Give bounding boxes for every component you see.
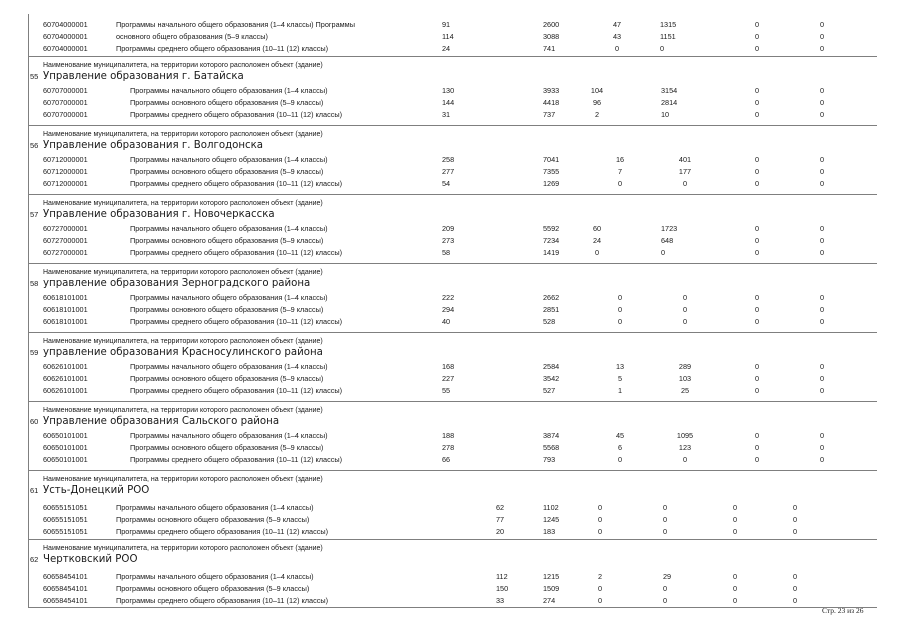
value-cell: 0	[819, 442, 825, 452]
oktmo-code: 60707000001	[43, 97, 88, 107]
value-cell: 0	[617, 178, 623, 188]
value-cell: 737	[543, 109, 556, 119]
value-cell: 62	[496, 503, 505, 512]
value-cell: 2600	[543, 20, 560, 29]
value-cell: 0	[660, 44, 665, 53]
oktmo-code: 60727000001	[43, 224, 88, 233]
value-cell: 104	[590, 86, 604, 95]
program-name: Программы начального общего образования (1–4 классы)	[130, 155, 328, 164]
value-cell: 0	[754, 155, 760, 164]
value-cell: 0	[754, 304, 760, 314]
value-cell: 0	[663, 583, 668, 593]
section-header: Наименование муниципалитета, на территории которого расположен объект (здание)	[43, 338, 323, 345]
value-cell: 0	[819, 109, 825, 119]
program-name: Программы основного общего образования (5–9 классы)	[130, 304, 324, 314]
value-cell: 0	[754, 178, 760, 188]
value-cell: 58	[442, 247, 451, 257]
value-cell: 2	[594, 109, 600, 119]
value-cell: 1095	[676, 431, 694, 440]
program-name: Программы начального общего образования (1–4 классы)	[116, 503, 314, 512]
value-cell: 103	[678, 373, 692, 383]
oktmo-code: 60712000001	[43, 166, 88, 176]
value-cell: 0	[754, 97, 760, 107]
value-cell: 0	[819, 293, 825, 302]
value-cell: 0	[793, 572, 798, 581]
value-cell: 0	[819, 454, 825, 464]
value-cell: 0	[617, 316, 623, 326]
value-cell: 114	[442, 32, 454, 41]
oktmo-code: 60655151051	[43, 514, 88, 524]
table-bottom-line	[28, 607, 877, 608]
program-name: Программы начального общего образования (1–4 классы)	[130, 224, 328, 233]
value-cell: 0	[819, 385, 825, 395]
value-cell: 0	[682, 454, 688, 464]
value-cell: 91	[442, 20, 451, 29]
value-cell: 20	[496, 526, 505, 536]
value-cell: 0	[754, 385, 760, 395]
value-cell: 0	[754, 431, 760, 440]
value-cell: 274	[543, 595, 556, 605]
section-number: 55	[30, 72, 39, 81]
value-cell: 24	[592, 235, 602, 245]
program-name: Программы основного общего образования (5–9 классы)	[130, 166, 324, 176]
value-cell: 0	[754, 247, 760, 257]
value-cell: 0	[617, 454, 623, 464]
value-cell: 5	[617, 373, 623, 383]
oktmo-code: 60618101001	[43, 316, 88, 326]
value-cell: 278	[442, 442, 455, 452]
value-cell: 7234	[543, 235, 560, 245]
section-number: 57	[30, 210, 39, 219]
value-cell: 3542	[543, 373, 560, 383]
value-cell: 177	[678, 166, 692, 176]
value-cell: 527	[543, 385, 556, 395]
value-cell: 0	[819, 224, 825, 233]
value-cell: 0	[793, 595, 798, 605]
value-cell: 130	[442, 86, 455, 95]
oktmo-code: 60707000001	[43, 109, 88, 119]
oktmo-code: 60618101001	[43, 304, 88, 314]
section-separator	[28, 56, 877, 57]
value-cell: 150	[496, 583, 509, 593]
section-header: Наименование муниципалитета, на территории которого расположен объект (здание)	[43, 200, 323, 207]
section-header: Наименование муниципалитета, на территории которого расположен объект (здание)	[43, 407, 323, 414]
value-cell: 209	[442, 224, 455, 233]
program-name: Программы среднего общего образования (10–11 (12) классы)	[130, 109, 343, 119]
municipality-name: управление образования Зерноградского района	[43, 278, 311, 289]
value-cell: 0	[733, 572, 738, 581]
program-name: Программы начального общего образования (1–4 классы)	[130, 86, 328, 95]
value-cell: 0	[598, 583, 603, 593]
value-cell: 1419	[543, 247, 560, 257]
value-cell: 24	[442, 44, 451, 53]
value-cell: 0	[819, 155, 825, 164]
value-cell: 0	[754, 109, 760, 119]
value-cell: 2814	[661, 97, 678, 107]
section-header: Наименование муниципалитета, на территории которого расположен объект (здание)	[43, 269, 323, 276]
value-cell: 77	[496, 514, 505, 524]
value-cell: 1269	[543, 178, 560, 188]
value-cell: 112	[496, 572, 508, 581]
program-name: Программы среднего общего образования (10–11 (12) классы)	[116, 44, 329, 53]
program-name: Программы среднего общего образования (10–11 (12) классы)	[130, 454, 343, 464]
value-cell: 0	[819, 304, 825, 314]
value-cell: 258	[442, 155, 455, 164]
oktmo-code: 60712000001	[43, 155, 88, 164]
value-cell: 0	[598, 503, 603, 512]
program-name: Программы среднего общего образования (10–11 (12) классы)	[130, 316, 343, 326]
value-cell: 0	[819, 316, 825, 326]
section-header: Наименование муниципалитета, на территории которого расположен объект (здание)	[43, 476, 323, 483]
oktmo-code: 60655151051	[43, 526, 88, 536]
value-cell: 1509	[543, 583, 560, 593]
section-number: 58	[30, 279, 39, 288]
municipality-name: Чертковский РОО	[43, 554, 138, 565]
value-cell: 0	[819, 373, 825, 383]
section-number: 61	[30, 486, 39, 495]
value-cell: 0	[819, 86, 825, 95]
value-cell: 0	[793, 583, 798, 593]
program-name: Программы начального общего образования (1–4 классы)	[130, 431, 328, 440]
oktmo-code: 60618101001	[43, 293, 88, 302]
municipality-name: Управление образования г. Новочеркасска	[43, 209, 275, 220]
value-cell: 0	[819, 44, 825, 53]
value-cell: 0	[754, 32, 760, 41]
section-separator	[28, 539, 877, 540]
value-cell: 0	[733, 503, 738, 512]
value-cell: 1215	[543, 572, 560, 581]
section-number: 59	[30, 348, 39, 357]
value-cell: 0	[819, 235, 825, 245]
value-cell: 0	[733, 526, 738, 536]
value-cell: 0	[598, 526, 603, 536]
value-cell: 0	[663, 514, 668, 524]
value-cell: 0	[663, 595, 668, 605]
value-cell: 528	[543, 316, 556, 326]
value-cell: 144	[442, 97, 455, 107]
municipality-name: Управление образования г. Волгодонска	[43, 140, 264, 151]
value-cell: 45	[615, 431, 625, 440]
value-cell: 1245	[543, 514, 560, 524]
value-cell: 277	[442, 166, 455, 176]
value-cell: 43	[612, 32, 622, 41]
value-cell: 1315	[660, 20, 677, 29]
value-cell: 273	[442, 235, 455, 245]
value-cell: 0	[819, 178, 825, 188]
program-name: Программы основного общего образования (5–9 классы)	[130, 97, 324, 107]
oktmo-code: 60650101001	[43, 454, 88, 464]
value-cell: 1151	[660, 32, 676, 41]
oktmo-code: 60704000001	[43, 20, 88, 29]
value-cell: 0	[819, 362, 825, 371]
program-name: Программы среднего общего образования (10–11 (12) классы)	[130, 385, 343, 395]
value-cell: 0	[598, 514, 603, 524]
value-cell: 33	[496, 595, 505, 605]
value-cell: 0	[733, 514, 738, 524]
municipality-name: управление образования Красносулинского района	[43, 347, 323, 358]
section-separator	[28, 332, 877, 333]
value-cell: 0	[663, 526, 668, 536]
value-cell: 0	[614, 44, 620, 53]
value-cell: 66	[442, 454, 451, 464]
program-name: Программы основного общего образования (5–9 классы)	[116, 583, 310, 593]
value-cell: 0	[819, 32, 825, 41]
value-cell: 0	[754, 442, 760, 452]
oktmo-code: 60658454101	[43, 572, 88, 581]
value-cell: 401	[678, 155, 692, 164]
program-name: Программы начального общего образования (1–4 классы) Программы	[116, 20, 355, 29]
program-name: Программы среднего общего образования (10–11 (12) классы)	[130, 247, 343, 257]
value-cell: 793	[543, 454, 556, 464]
value-cell: 0	[617, 293, 623, 302]
section-header: Наименование муниципалитета, на территории которого расположен объект (здание)	[43, 545, 323, 552]
program-name: Программы основного общего образования (5–9 классы)	[130, 373, 324, 383]
value-cell: 29	[663, 572, 672, 581]
value-cell: 3874	[543, 431, 560, 440]
oktmo-code: 60704000001	[43, 44, 88, 53]
program-name: основного общего образования (5–9 классы)	[116, 32, 268, 41]
section-separator	[28, 401, 877, 402]
value-cell: 31	[442, 109, 451, 119]
municipality-name: Управление образования г. Батайска	[43, 71, 244, 82]
value-cell: 10	[661, 109, 670, 119]
value-cell: 6	[617, 442, 623, 452]
value-cell: 7	[617, 166, 623, 176]
value-cell: 13	[615, 362, 625, 371]
value-cell: 0	[682, 178, 688, 188]
value-cell: 1	[617, 385, 623, 395]
value-cell: 2584	[543, 362, 560, 371]
value-cell: 227	[442, 373, 455, 383]
value-cell: 0	[754, 235, 760, 245]
value-cell: 0	[819, 247, 825, 257]
program-name: Программы начального общего образования (1–4 классы)	[130, 293, 328, 302]
value-cell: 0	[754, 44, 760, 53]
value-cell: 54	[442, 178, 451, 188]
oktmo-code: 60727000001	[43, 235, 88, 245]
value-cell: 0	[754, 316, 760, 326]
value-cell: 0	[661, 247, 666, 257]
value-cell: 123	[678, 442, 692, 452]
value-cell: 0	[682, 316, 688, 326]
value-cell: 2662	[543, 293, 560, 302]
oktmo-code: 60658454101	[43, 583, 88, 593]
value-cell: 0	[598, 595, 603, 605]
section-separator	[28, 470, 877, 471]
value-cell: 3088	[543, 32, 560, 41]
value-cell: 25	[680, 385, 690, 395]
program-name: Программы среднего общего образования (10–11 (12) классы)	[130, 178, 343, 188]
oktmo-code: 60655151051	[43, 503, 88, 512]
section-number: 56	[30, 141, 39, 150]
program-name: Программы среднего общего образования (10–11 (12) классы)	[116, 595, 329, 605]
section-separator	[28, 194, 877, 195]
value-cell: 0	[819, 97, 825, 107]
value-cell: 16	[615, 155, 625, 164]
value-cell: 55	[442, 385, 451, 395]
value-cell: 0	[733, 583, 738, 593]
program-name: Программы начального общего образования (1–4 классы)	[116, 572, 314, 581]
value-cell: 0	[754, 166, 760, 176]
value-cell: 0	[754, 86, 760, 95]
oktmo-code: 60727000001	[43, 247, 88, 257]
value-cell: 96	[592, 97, 602, 107]
value-cell: 183	[543, 526, 556, 536]
value-cell: 0	[754, 293, 760, 302]
program-name: Программы начального общего образования (1–4 классы)	[130, 362, 328, 371]
value-cell: 0	[754, 224, 760, 233]
value-cell: 7041	[543, 155, 560, 164]
section-number: 60	[30, 417, 39, 426]
value-cell: 168	[442, 362, 455, 371]
oktmo-code: 60658454101	[43, 595, 88, 605]
value-cell: 60	[592, 224, 602, 233]
value-cell: 0	[754, 454, 760, 464]
value-cell: 0	[682, 304, 688, 314]
value-cell: 2	[598, 572, 603, 581]
value-cell: 7355	[543, 166, 560, 176]
oktmo-code: 60707000001	[43, 86, 88, 95]
value-cell: 0	[819, 431, 825, 440]
value-cell: 289	[678, 362, 692, 371]
value-cell: 294	[442, 304, 455, 314]
oktmo-code: 60704000001	[43, 32, 88, 41]
value-cell: 5568	[543, 442, 560, 452]
oktmo-code: 60650101001	[43, 442, 88, 452]
value-cell: 188	[442, 431, 455, 440]
section-header: Наименование муниципалитета, на территории которого расположен объект (здание)	[43, 62, 323, 69]
value-cell: 1723	[661, 224, 678, 233]
value-cell: 648	[661, 235, 674, 245]
value-cell: 1102	[543, 503, 559, 512]
value-cell: 0	[819, 166, 825, 176]
value-cell: 3933	[543, 86, 560, 95]
value-cell: 5592	[543, 224, 560, 233]
value-cell: 0	[617, 304, 623, 314]
municipality-name: Управление образования Сальского района	[43, 416, 280, 427]
value-cell: 2851	[543, 304, 560, 314]
value-cell: 0	[733, 595, 738, 605]
oktmo-code: 60626101001	[43, 362, 88, 371]
value-cell: 0	[754, 373, 760, 383]
value-cell: 0	[754, 362, 760, 371]
oktmo-code: 60650101001	[43, 431, 88, 440]
value-cell: 0	[594, 247, 600, 257]
program-name: Программы среднего общего образования (10–11 (12) классы)	[116, 526, 329, 536]
value-cell: 0	[793, 503, 798, 512]
value-cell: 47	[612, 20, 622, 29]
value-cell: 0	[663, 503, 668, 512]
oktmo-code: 60626101001	[43, 373, 88, 383]
value-cell: 0	[793, 526, 798, 536]
program-name: Программы основного общего образования (5–9 классы)	[130, 442, 324, 452]
value-cell: 222	[442, 293, 455, 302]
program-name: Программы основного общего образования (5–9 классы)	[130, 235, 324, 245]
page-number: Стр. 23 из 26	[822, 606, 864, 615]
value-cell: 4418	[543, 97, 560, 107]
value-cell: 0	[682, 293, 688, 302]
left-border-line	[28, 14, 29, 608]
program-name: Программы основного общего образования (5–9 классы)	[116, 514, 310, 524]
value-cell: 0	[754, 20, 760, 29]
section-number: 62	[30, 555, 39, 564]
value-cell: 0	[793, 514, 798, 524]
section-header: Наименование муниципалитета, на территории которого расположен объект (здание)	[43, 131, 323, 138]
oktmo-code: 60712000001	[43, 178, 88, 188]
value-cell: 0	[819, 20, 825, 29]
municipality-name: Усть-Донецкий РОО	[43, 485, 150, 496]
section-separator	[28, 263, 877, 264]
value-cell: 3154	[661, 86, 678, 95]
section-separator	[28, 125, 877, 126]
value-cell: 40	[442, 316, 451, 326]
oktmo-code: 60626101001	[43, 385, 88, 395]
value-cell: 741	[543, 44, 556, 53]
